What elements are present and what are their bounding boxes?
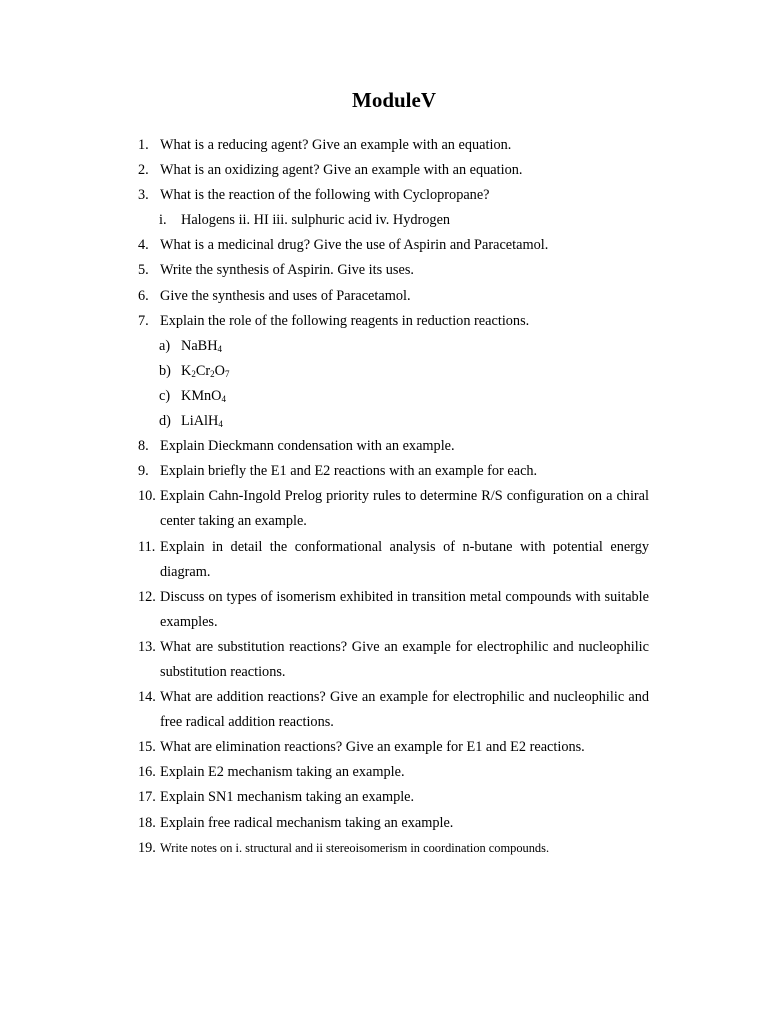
list-item — [0, 233, 768, 258]
item-number: 4. — [138, 237, 149, 254]
item-text: Explain SN1 mechanism taking an example. — [160, 789, 415, 806]
item-text: What is a medicinal drug? Give the use of Aspirin and Paracetamol. — [160, 237, 549, 254]
item-number: 14. — [138, 689, 156, 706]
item-text: What are addition reactions? Give an example for electrophilic and nucleophilic and free radical addition reactions. — [160, 689, 649, 731]
formula-part: KMnO — [181, 387, 222, 404]
formula-part: O — [214, 362, 225, 379]
item-number: 12. — [138, 588, 156, 605]
reagent-formula — [181, 384, 649, 409]
formula-part: NaBH — [181, 337, 218, 354]
item-text: Write the synthesis of Aspirin. Give its uses. — [160, 262, 414, 279]
item-text: Explain E2 mechanism taking an example. — [160, 764, 405, 781]
sub-list-item — [0, 384, 768, 409]
item-text: Explain briefly the E1 and E2 reactions with an example for each. — [160, 463, 538, 480]
item-text: What are substitution reactions? Give an example for electrophilic and nucleophilic substitution reactions. — [160, 638, 649, 680]
item-text: Explain free radical mechanism taking an example. — [160, 814, 454, 831]
reagent-formula — [181, 359, 649, 384]
item-number: 18. — [138, 814, 156, 831]
item-number: 8. — [138, 438, 149, 455]
list-item — [0, 309, 768, 334]
item-number: 19. — [138, 839, 156, 856]
item-text: Discuss on types of isomerism exhibited in transition metal compounds with suitable examples. — [160, 588, 649, 630]
reagent-formula — [181, 409, 649, 434]
list-item — [0, 535, 768, 585]
formula-subscript: 4 — [218, 419, 223, 430]
sub-list-item — [0, 208, 768, 233]
list-item — [0, 133, 768, 158]
list-item — [0, 685, 768, 735]
formula-subscript: 2 — [210, 368, 215, 379]
item-number: 16. — [138, 764, 156, 781]
formula-part: Cr — [195, 362, 211, 379]
list-item — [0, 760, 768, 785]
item-number: c) — [159, 387, 171, 404]
item-number: 1. — [138, 137, 149, 153]
formula-part: LiAlH — [181, 413, 219, 430]
formula-subscript: 4 — [217, 343, 223, 354]
item-text: Explain in detail the conformational analysis of n-butane with potential energy diagram. — [160, 538, 649, 580]
formula-subscript: 7 — [224, 368, 230, 379]
list-item — [0, 258, 768, 283]
formula-subscript: 2 — [191, 368, 196, 379]
list-item — [0, 785, 768, 810]
list-item — [0, 735, 768, 760]
item-text: Write notes on i. structural and ii stereoisomerism in coordination compounds. — [160, 840, 550, 855]
sub-list-item — [0, 359, 768, 384]
item-text: What is a reducing agent? Give an example with an equation. — [160, 137, 512, 153]
sub-list-item — [0, 334, 768, 359]
reagent-formula — [181, 334, 649, 359]
item-number: a) — [159, 337, 171, 354]
list-item — [0, 284, 768, 309]
list-item — [0, 585, 768, 635]
list-item — [0, 158, 768, 183]
item-text: What are elimination reactions? Give an example for E1 and E2 reactions. — [160, 739, 585, 756]
item-text: Explain Cahn-Ingold Prelog priority rules to determine R/S configuration on a chiral center taking an example. — [160, 488, 649, 530]
formula-part: K — [181, 362, 192, 379]
item-text: Explain the role of the following reagents in reduction reactions. — [160, 312, 530, 329]
item-number: 7. — [138, 312, 149, 329]
item-number: 10. — [138, 488, 156, 505]
list-item — [0, 183, 768, 208]
item-number: d) — [159, 413, 171, 430]
page-title: ModuleV — [352, 88, 436, 112]
item-number: 13. — [138, 638, 156, 655]
item-text: What is an oxidizing agent? Give an example with an equation. — [160, 162, 523, 179]
list-item — [0, 484, 768, 534]
item-number: 6. — [138, 287, 149, 304]
list-item — [0, 635, 768, 685]
list-item — [0, 434, 768, 459]
item-number: 11. — [138, 538, 156, 555]
item-text: What is the reaction of the following with Cyclopropane? — [160, 187, 490, 204]
item-number: 3. — [138, 187, 149, 204]
item-text: Give the synthesis and uses of Paracetamol. — [160, 287, 411, 304]
item-number: 2. — [138, 162, 149, 179]
item-number: b) — [159, 362, 171, 379]
item-number: 9. — [138, 463, 149, 480]
list-item — [0, 836, 768, 861]
item-number: 17. — [138, 789, 156, 806]
question-list — [0, 133, 768, 861]
item-text: Explain Dieckmann condensation with an example. — [160, 438, 455, 455]
item-text: Halogens ii. HI iii. sulphuric acid iv. Hydrogen — [181, 212, 451, 229]
list-item — [0, 811, 768, 836]
item-number: i. — [159, 212, 167, 229]
sub-list-item — [0, 409, 768, 434]
list-item — [0, 459, 768, 484]
item-number: 15. — [138, 739, 156, 756]
formula-subscript: 4 — [221, 393, 227, 404]
item-number: 5. — [138, 262, 149, 279]
